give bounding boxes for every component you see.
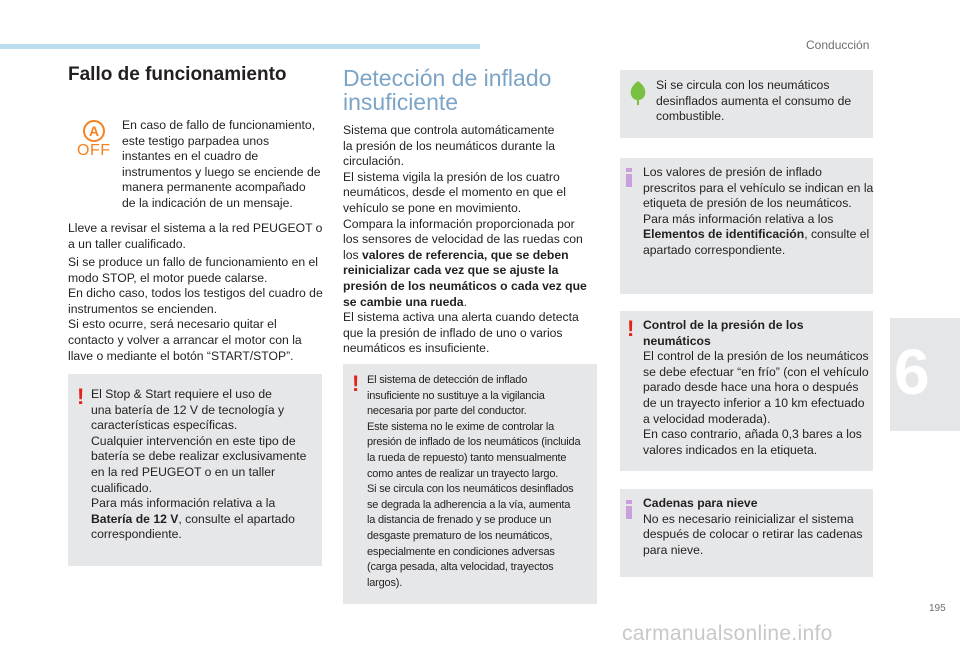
top-accent-bar <box>0 44 480 49</box>
stop-start-off-icon <box>77 120 111 164</box>
eco-text: Si se circula con los neumáticos desinflados aumenta el consumo de combustible. <box>656 78 852 124</box>
fallo-intro: En caso de fallo de funcionamiento, este testigo parpadea unos instantes en el cuadro de instrumentos y luego se enciende de manera permanente acompañado de la indicación de un mensaje. <box>122 118 321 210</box>
fallo-paragraph-2: Si se produce un fallo de funcionamiento en el modo STOP, el motor puede calarse. En dicho caso, todos los testigos del cuadro de instrumentos se encienden. Si esto ocurre, será necesario quitar el contacto y volver a arrancar el motor con la llave o mediante el botón “START/STOP”. <box>68 255 323 363</box>
info-presion-text: Los valores de presión de inflado prescritos para el vehículo se indican en la etiqueta de presión de los neumáticos. Para más información relativa a los Elementos de identificación, consulte el apartado correspondiente. <box>643 165 874 257</box>
fallo-title: Fallo de funcionamiento <box>68 64 287 85</box>
stop-start-letter: A <box>83 120 105 142</box>
deteccion-title: Detección de inflado insuficiente <box>343 65 552 115</box>
deteccion-body: Sistema que controla automáticamente la presión de los neumáticos durante la circulación. El sistema vigila la presión de los cuatro neumáticos, desde el momento en que el vehículo se pone en movimiento. Compara la información proporcionada por los sensores de velocidad de las ruedas con los valores de referencia, que se deben reinicializar cada vez que se ajuste la presión de los neumáticos o cada vez que se cambie una rueda. El sistema activa una alerta cuando detecta que la presión de inflado de uno o varios neumáticos es insuficiente. <box>343 123 587 356</box>
eco-leaf-icon <box>627 80 649 106</box>
control-presion-text: Control de la presión de los neumáticos El control de la presión de los neumáticos se debe efectuar “en frío” (con el vehículo parado desde hace una hora o después de un trayecto inferior a 10 km efectuado a velocidad moderada). En caso contrario, añada 0,3 bares a los valores indicados en la etiqueta. <box>643 318 869 457</box>
warning-exclamation-icon: ! <box>77 384 85 409</box>
stop-start-off-label: OFF <box>77 142 111 159</box>
stop-start-warning-text: El Stop & Start requiere el uso de una batería de 12 V de tecnología y características específicas. Cualquier intervención en este tipo de batería se debe realizar exclusivamente en la red PEUGEOT o en un taller cualificado. Para más información relativa a la Batería de 12 V, consulte el apartado correspondiente. <box>91 387 307 542</box>
deteccion-warning-text: El sistema de detección de inflado insuficiente no sustituye a la vigilancia necesaria por parte del conductor. Este sistema no le exime de controlar la presión de inflado de los neumáticos (incluida la rueda de repuesto) tanto mensualmente como antes de realizar un trayecto largo. Si se circula con los neumáticos desinflados se degrada la adherencia a la vía, aumenta la distancia de frenado y se produce un desgaste prematuro de los neumáticos, especialmente en condiciones adversas (carga pesada, alta velocidad, trayectos largos). <box>367 374 581 589</box>
cadenas-text: Cadenas para nieve No es necesario reinicializar el sistema después de colocar o retirar las cadenas para nieve. <box>643 496 863 557</box>
warning-exclamation-icon: ! <box>352 371 360 396</box>
warning-exclamation-icon: ! <box>627 316 635 341</box>
chapter-number: 6 <box>894 336 930 408</box>
info-icon <box>626 500 632 519</box>
watermark: carmanualsonline.info <box>622 622 833 645</box>
fallo-paragraph-1: Lleve a revisar el sistema a la red PEUGEOT o a un taller cualificado. <box>68 221 323 251</box>
section-label: Conducción <box>806 38 870 52</box>
page-number: 195 <box>929 603 946 614</box>
info-icon <box>626 168 632 187</box>
